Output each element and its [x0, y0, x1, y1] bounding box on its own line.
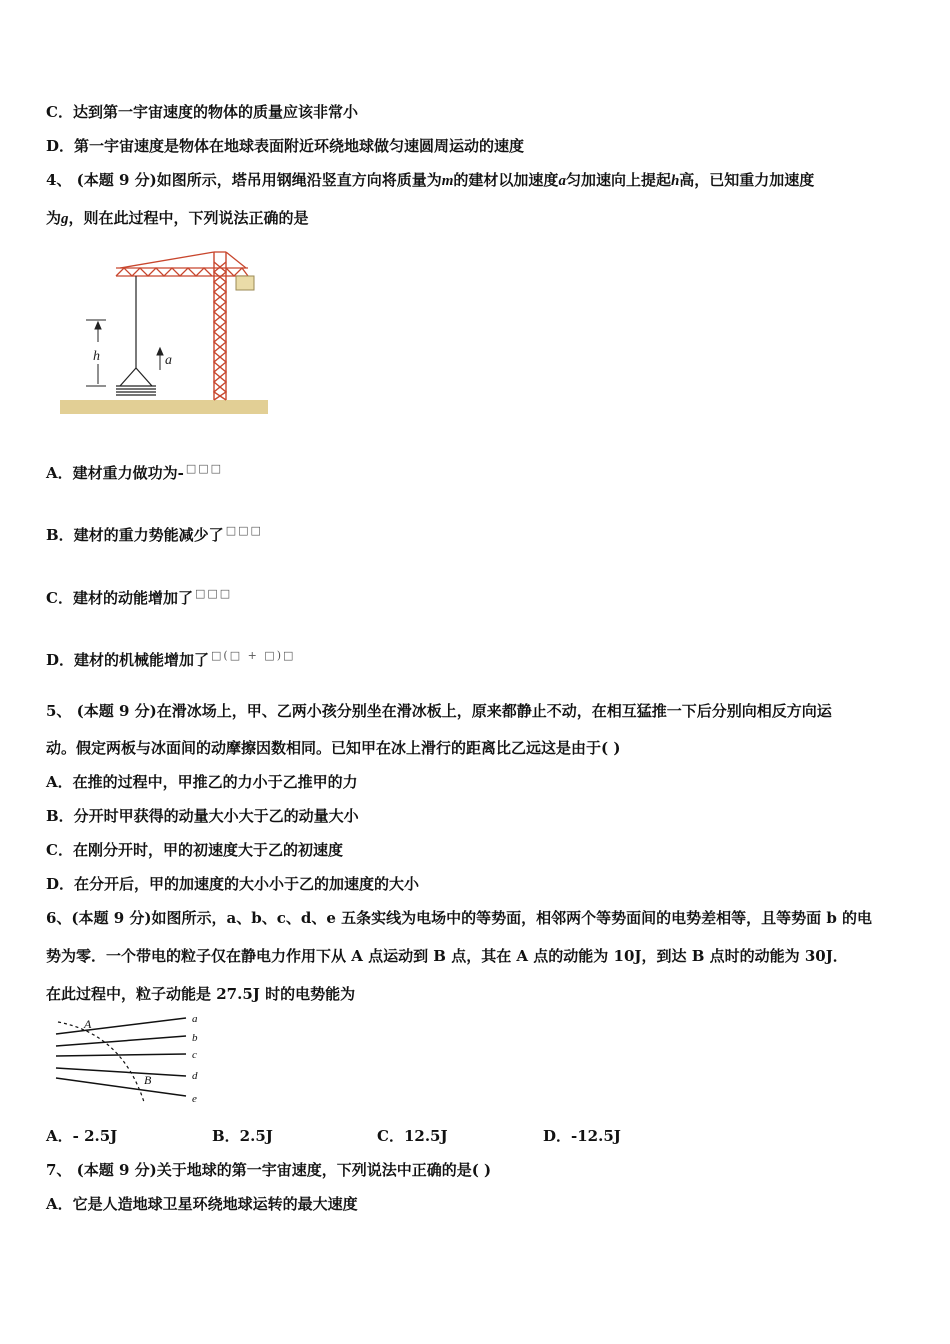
counterweight [236, 276, 254, 290]
line-a [56, 1018, 186, 1034]
q4-option-c-formula: □□□ [194, 587, 233, 600]
q7-stem: 7、 (本题 9 分)关于地球的第一宇宙速度，下列说法中正确的是( ) [46, 1161, 492, 1179]
q5-stem-line2: 动。假定两板与冰面间的动摩擦因数相同。已知甲在冰上滑行的距离比乙远这是由于( ) [46, 739, 621, 757]
q6-choices [46, 1126, 846, 1146]
q4-var-m: m [441, 173, 454, 189]
crane-jib [116, 252, 248, 276]
q5-stem-line1: 5、 (本题 9 分)在滑冰场上，甲、乙两小孩分别坐在滑冰板上，原来都静止不动，在相互猛推一下后分别向相反方向运 [46, 702, 832, 720]
line-d [56, 1068, 186, 1076]
crane-mast [214, 252, 226, 400]
q5-option-c: C．在刚分开时，甲的初速度大于乙的初速度 [46, 841, 343, 859]
q4-option-d-formula: □(□ + □)□ [211, 649, 296, 662]
hook-load [116, 368, 156, 395]
q5-option-b: B．分开时甲获得的动量大小大于乙的动量大小 [46, 807, 359, 825]
particle-trajectory [58, 1022, 144, 1102]
point-label-b: B [144, 1073, 152, 1087]
q4-var-g: g [61, 211, 69, 227]
line-label-e: e [192, 1093, 197, 1105]
q3-option-d: D．第一宇宙速度是物体在地球表面附近环绕地球做匀速圆周运动的速度 [46, 137, 525, 155]
q5-option-d: D．在分开后，甲的加速度的大小小于乙的加速度的大小 [46, 875, 420, 893]
q4-text: 的建材以加速度 [453, 171, 559, 189]
acceleration-arrow [157, 348, 163, 370]
equipotential-lines [56, 1018, 186, 1096]
q3-option-c: C．达到第一宇宙速度的物体的质量应该非常小 [46, 103, 358, 121]
equipotential-figure [52, 1012, 208, 1108]
line-label-c: c [192, 1049, 197, 1061]
line-label-a: a [192, 1013, 198, 1025]
q6-stem-line2: 势为零．一个带电的粒子仅在静电力作用下从 A 点运动到 B 点，其在 A 点的动能为 10J，到达 B 点时的动能为 30J． [46, 947, 848, 965]
q4-text: ，则在此过程中，下列说法正确的是 [68, 209, 309, 227]
q4-var-h: h [670, 173, 680, 189]
q6-option-b: B．2.5J [212, 1127, 273, 1145]
q4-stem-line1 [46, 170, 814, 191]
line-b [56, 1036, 186, 1046]
q4-option-a [46, 463, 223, 483]
q4-stem-line2 [46, 208, 309, 229]
q4-option-b-formula: □□□ [225, 524, 263, 537]
q4-text: 为 [46, 209, 62, 227]
q4-option-b-text: B．建材的重力势能减少了 [46, 526, 224, 544]
q4-option-c [46, 588, 232, 608]
q6-stem-line1: 6、(本题 9 分)如图所示，a、b、c、d、e 五条实线为电场中的等势面，相邻两个等势面间的电势差相等，且等势面 b 的电 [46, 909, 873, 927]
q5-option-a: A．在推的过程中，甲推乙的力小于乙推甲的力 [46, 773, 358, 791]
q4-option-d-text: D．建材的机械能增加了 [46, 651, 210, 669]
q6-option-d: D．-12.5J [543, 1127, 621, 1145]
q4-option-a-formula: □□□ [185, 462, 224, 475]
q4-option-c-text: C．建材的动能增加了 [46, 589, 193, 607]
line-e [56, 1078, 186, 1096]
line-label-b: b [192, 1032, 198, 1044]
q4-option-b [46, 525, 263, 545]
point-label-a: A [84, 1017, 92, 1031]
ground [60, 400, 268, 414]
q4-option-d [46, 650, 295, 670]
q6-option-a: A．- 2.5J [46, 1127, 118, 1145]
q6-option-c: C．12.5J [377, 1127, 448, 1145]
q7-option-a: A．它是人造地球卫星环绕地球运转的最大速度 [46, 1195, 358, 1213]
line-label-d: d [192, 1070, 198, 1082]
tower-crane-figure [58, 240, 270, 416]
q4-var-a: a [558, 173, 566, 189]
line-c [56, 1054, 186, 1056]
height-label: h [93, 349, 100, 364]
q4-option-a-text: A．建材重力做功为- [46, 464, 184, 482]
q6-stem-line3: 在此过程中，粒子动能是 27.5J 时的电势能为 [46, 985, 356, 1003]
q4-text: 匀加速向上提起 [565, 171, 671, 189]
q4-text: 高，已知重力加速度 [679, 171, 815, 189]
q4-text: 4、 (本题 9 分)如图所示，塔吊用钢绳沿竖直方向将质量为 [46, 171, 442, 189]
acceleration-label: a [165, 353, 172, 368]
